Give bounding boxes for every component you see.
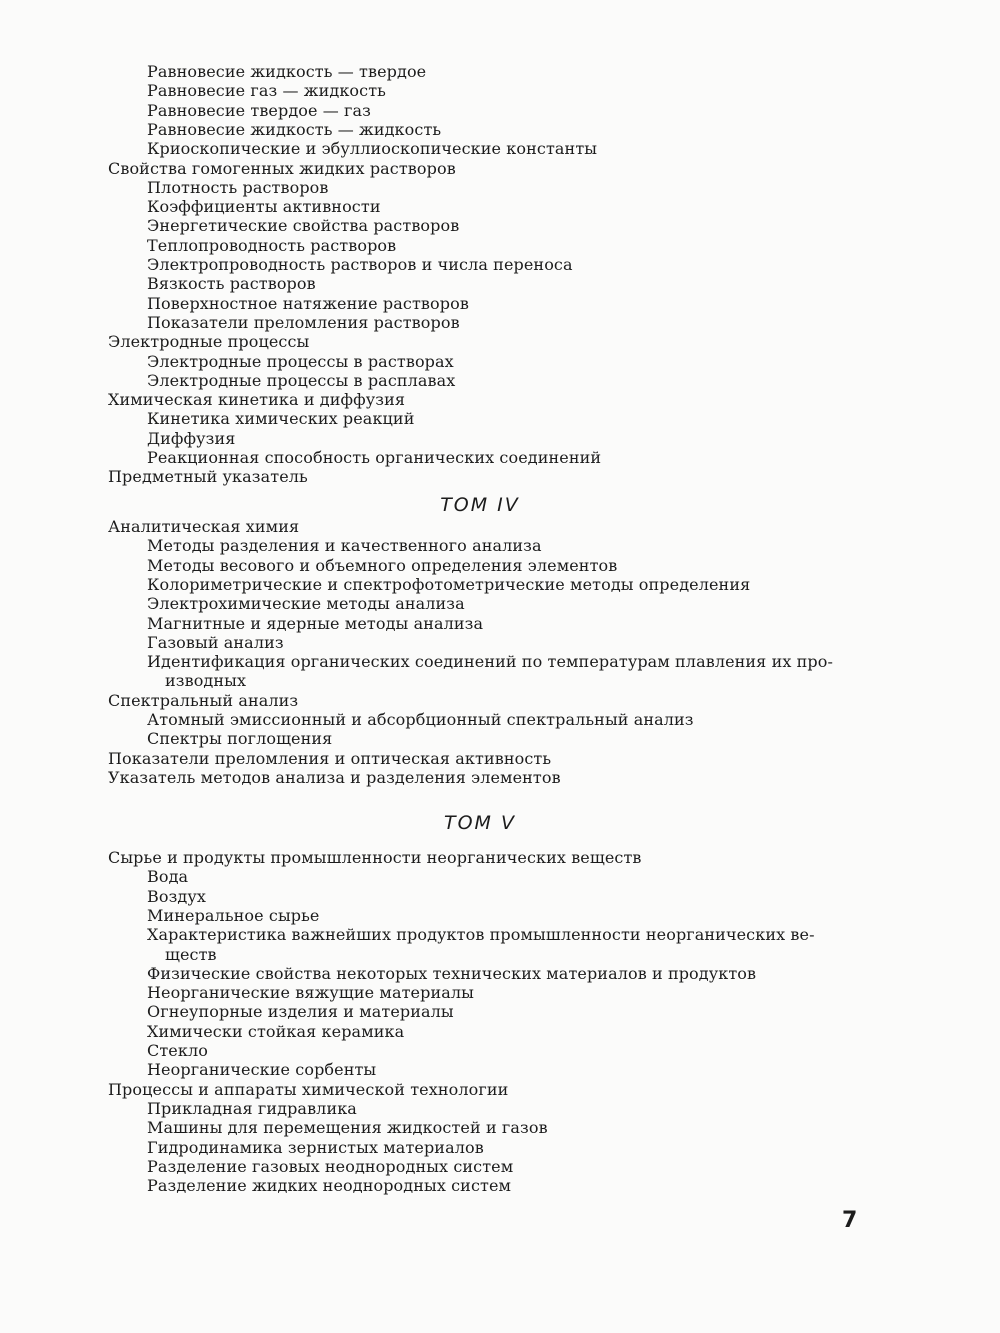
toc-section: Указатель методов анализа и разделения элементов: [108, 767, 561, 787]
toc-entry: Машины для перемещения жидкостей и газов: [147, 1118, 548, 1138]
toc-entry: Стекло: [147, 1041, 208, 1060]
toc-entry: Теплопроводность растворов: [147, 235, 397, 255]
toc-entry: Разделение жидких неоднородных систем: [147, 1176, 512, 1196]
volume-heading-4: ТОМ IV: [440, 494, 520, 516]
toc-entry: Электрохимические методы анализа: [147, 594, 465, 614]
toc-entry: Криоскопические и эбуллиоскопические константы: [147, 139, 598, 159]
toc-entry: Коэффициенты активности: [147, 197, 381, 217]
toc-entry: Гидродинамика зернистых материалов: [147, 1137, 484, 1157]
toc-entry: Колориметрические и спектрофотометрические методы определения: [147, 574, 751, 594]
toc-entry: Диффузия: [147, 428, 236, 448]
toc-entry: Поверхностное натяжение растворов: [147, 293, 469, 313]
toc-entry: Разделение газовых неоднородных систем: [147, 1156, 514, 1176]
toc-section: Процессы и аппараты химической технологии: [108, 1079, 509, 1099]
toc-section: Химическая кинетика и диффузия: [108, 390, 406, 410]
toc-entry: Физические свойства некоторых технических материалов и продуктов: [147, 963, 757, 983]
toc-entry: Характеристика важнейших продуктов промышленности неорганических ве-: [147, 925, 815, 945]
toc-section: Спектральный анализ: [108, 690, 299, 710]
toc-entry: Методы разделения и качественного анализа: [147, 536, 542, 556]
toc-entry: Методы весового и объемного определения элементов: [147, 555, 618, 575]
toc-continuation: изводных: [165, 671, 247, 691]
page-number: 7: [842, 1208, 858, 1233]
toc-entry: Воздух: [147, 886, 207, 906]
toc-entry: Химически стойкая керамика: [147, 1021, 405, 1041]
toc-entry: Газовый анализ: [147, 632, 284, 652]
toc-entry: Плотность растворов: [147, 177, 329, 197]
toc-entry: Неорганические вяжущие материалы: [147, 983, 474, 1003]
toc-entry: Спектры поглощения: [147, 729, 333, 749]
toc-entry: Электродные процессы в расплавах: [147, 370, 456, 390]
toc-section: Сырье и продукты промышленности неорганических веществ: [108, 848, 642, 867]
toc-entry: Равновесие газ — жидкость: [147, 81, 386, 101]
toc-section: Электродные процессы: [108, 332, 310, 352]
toc-entry: Электропроводность растворов и числа переноса: [147, 255, 573, 274]
toc-entry: Прикладная гидравлика: [147, 1098, 357, 1118]
toc-entry: Атомный эмиссионный и абсорбционный спектральный анализ: [147, 710, 694, 729]
toc-entry: Показатели преломления растворов: [147, 312, 460, 332]
toc-entry: Вода: [147, 867, 189, 887]
toc-entry: Вязкость растворов: [147, 274, 316, 294]
toc-entry: Реакционная способность органических соединений: [147, 448, 602, 467]
toc-entry: Магнитные и ядерные методы анализа: [147, 613, 484, 633]
toc-entry: Минеральное сырье: [147, 905, 320, 925]
toc-section: Свойства гомогенных жидких растворов: [108, 158, 456, 178]
toc-entry: Равновесие жидкость — жидкость: [147, 119, 442, 139]
toc-continuation: ществ: [165, 944, 217, 964]
toc-entry: Кинетика химических реакций: [147, 409, 415, 429]
toc-entry: Энергетические свойства растворов: [147, 216, 460, 236]
toc-entry: Электродные процессы в растворах: [147, 351, 454, 371]
toc-section: Показатели преломления и оптическая активность: [108, 748, 552, 768]
toc-entry: Идентификация органических соединений по температурам плавления их про-: [147, 652, 833, 672]
toc-entry: Равновесие жидкость — твердое: [147, 62, 427, 81]
toc-section: Аналитическая химия: [108, 517, 300, 536]
toc-section: Предметный указатель: [108, 467, 308, 487]
volume-heading-5: ТОМ V: [444, 812, 516, 834]
toc-entry: Равновесие твердое — газ: [147, 100, 372, 120]
toc-entry: Неорганические сорбенты: [147, 1060, 377, 1080]
toc-entry: Огнеупорные изделия и материалы: [147, 1002, 454, 1022]
